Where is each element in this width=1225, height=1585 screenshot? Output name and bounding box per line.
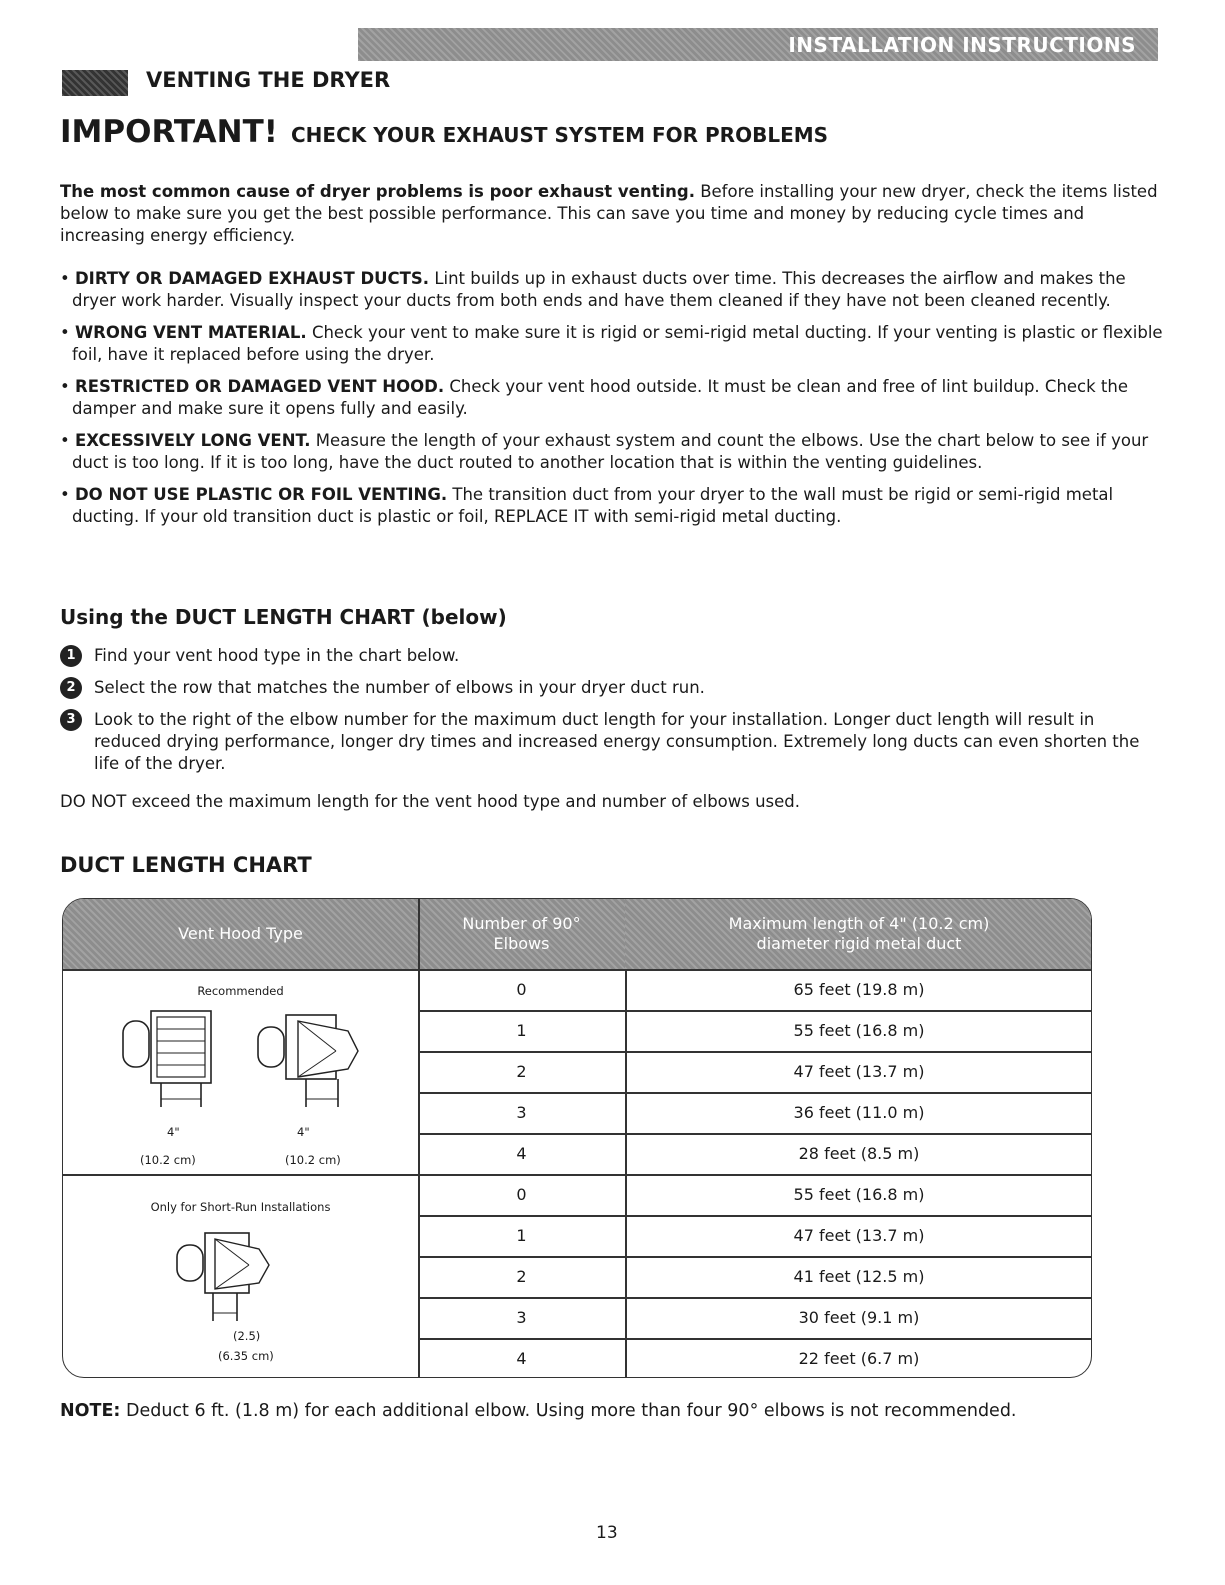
recommended-label: Recommended [197,984,284,998]
step-item [60,677,1160,699]
list-item-text: Lint builds up in exhaust ducts over time. This decreases the airflow and makes the dryer work harder. Visually inspect your ducts from both ends and have them cleaned if they have not been cleaned recently. [72,269,1126,310]
list-item-text: Measure the length of your exhaust system and count the elbows. Use the chart below to see if your duct is too long. If it is too long, have the duct routed to another location that is within the venting guidelines. [72,431,1149,472]
table-cell-length: 22 feet (6.7 m) [798,1349,920,1368]
list-item: • DIRTY OR DAMAGED EXHAUST DUCTS. Lint builds up in exhaust ducts over time. This decreases the airflow and makes the dryer work harder. Visually inspect your ducts from both ends and have them cleaned if they have not been cleaned recently. [60,269,1126,310]
table-cell-elbows: 0 [516,1185,527,1204]
note-body: Deduct 6 ft. (1.8 m) for each additional elbow. Using more than four 90° elbows is not recommended. [120,1401,1017,1421]
list-item: • EXCESSIVELY LONG VENT. Measure the length of your exhaust system and count the elbows. Use the chart below to see if your duct is too long. If it is too long, have the duct routed to another location that is within the venting guidelines. [60,431,1149,472]
list-item-text: Check your vent to make sure it is rigid or semi-rigid metal ducting. If your venting is plastic or flexible foil, have it replaced before using the dryer. [72,323,1163,364]
table-cell-elbows: 2 [516,1062,527,1081]
table-cell-length: 47 feet (13.7 m) [793,1062,925,1081]
hood2-size: 4" [297,1125,310,1139]
list-item-text: The transition duct from your dryer to the wall must be rigid or semi-rigid metal ducting. If your old transition duct is plastic or foil, REPLACE IT with semi-rigid metal ducting. [72,485,1114,526]
step-number-icon: 3 [60,709,82,731]
table-cell-elbows: 3 [516,1308,527,1327]
header-label: diameter rigid metal duct [756,934,962,953]
list-item-text: Check your vent hood outside. It must be clean and free of lint buildup. Check the damper and make sure it opens fully and easily. [72,377,1128,418]
intro-text: Before installing your new dryer, check the items listed below to make sure you get the best possible performance. This can save you time and money by reducing cycle times and increasing energy efficiency. [60,182,1158,245]
hood1-size: 4" [167,1125,180,1139]
step-text: Find your vent hood type in the chart below. [94,646,460,665]
table-cell-elbows: 2 [516,1267,527,1286]
step-number-icon: 1 [60,645,82,667]
page-number: 13 [596,1523,618,1543]
list-item-title: EXCESSIVELY LONG VENT. [74,431,311,450]
list-item-title: WRONG VENT MATERIAL. [74,323,307,342]
box-hood-icon [248,1007,398,1137]
steps-list [60,645,1160,785]
table-cell-length: 30 feet (9.1 m) [798,1308,920,1327]
table-cell-elbows: 1 [516,1226,527,1245]
step-item [60,709,1160,775]
table-cell-length: 55 feet (16.8 m) [793,1185,925,1204]
table-cell-elbows: 0 [516,980,527,999]
hood1-metric: (10.2 cm) [140,1153,196,1167]
section-banner [358,28,1158,61]
note-label: NOTE: [60,1401,121,1421]
louvered-hood-icon [103,1007,253,1137]
step-number-icon: 2 [60,677,82,699]
table-cell-elbows: 4 [516,1144,527,1163]
table-cell-length: 41 feet (12.5 m) [793,1267,925,1286]
duct-length-table [62,898,1092,1378]
table-cell-elbows: 1 [516,1021,527,1040]
using-chart-heading: Using the DUCT LENGTH CHART (below) [60,605,507,629]
list-item: • RESTRICTED OR DAMAGED VENT HOOD. Check your vent hood outside. It must be clean and free of lint buildup. Check the damper and make sure it opens fully and easily. [60,377,1128,418]
table-cell-length: 47 feet (13.7 m) [793,1226,925,1245]
section-title: VENTING THE DRYER [146,68,391,92]
header-label: Maximum length of 4" (10.2 cm) [728,914,990,933]
short-run-label: Only for Short-Run Installations [150,1200,331,1214]
do-not-exceed-text: DO NOT exceed the maximum length for the vent hood type and number of elbows used. [60,792,801,811]
header-vent-hood-type [63,899,418,969]
hood2-metric: (10.2 cm) [285,1153,341,1167]
short-run-hood-icon [163,1225,313,1335]
important-heading [60,114,828,150]
table-cell-length: 28 feet (8.5 m) [798,1144,920,1163]
header-label: Number of 90° [462,914,581,933]
table-cell-length: 65 feet (19.8 m) [793,980,925,999]
table-cell-elbows: 3 [516,1103,527,1122]
list-item: • DO NOT USE PLASTIC OR FOIL VENTING. The transition duct from your dryer to the wall must be rigid or semi-rigid metal ducting. If your old transition duct is plastic or foil, REPLACE IT with semi-rigid metal ducting. [60,485,1114,526]
header-elbows [418,899,625,969]
table-cell-elbows: 4 [516,1349,527,1368]
important-subtitle: CHECK YOUR EXHAUST SYSTEM FOR PROBLEMS [291,123,829,147]
header-label: Elbows [493,934,550,953]
problem-list [60,268,1170,538]
step-text: Select the row that matches the number of elbows in your dryer duct run. [94,678,705,697]
table-cell-length: 36 feet (11.0 m) [793,1103,925,1122]
header-label: Vent Hood Type [178,924,303,943]
section-marker [62,70,128,96]
list-item-title: RESTRICTED OR DAMAGED VENT HOOD. [74,377,445,396]
intro-paragraph [60,181,1160,247]
list-item-title: DIRTY OR DAMAGED EXHAUST DUCTS. [74,269,430,288]
step-item [60,645,1160,667]
intro-bold: The most common cause of dryer problems is poor exhaust venting. [60,182,695,201]
banner-label: INSTALLATION INSTRUCTIONS [788,32,1136,57]
short-run-size: (2.5) [233,1329,261,1343]
important-word: IMPORTANT! [60,114,278,150]
list-item: • WRONG VENT MATERIAL. Check your vent to make sure it is rigid or semi-rigid metal ducting. If your venting is plastic or flexible foil, have it replaced before using the dryer. [60,323,1163,364]
short-run-metric: (6.35 cm) [218,1349,274,1363]
note-text [60,1401,1017,1421]
chart-title: DUCT LENGTH CHART [60,853,312,877]
list-item-title: DO NOT USE PLASTIC OR FOIL VENTING. [74,485,448,504]
step-text: Look to the right of the elbow number for the maximum duct length for your installation. Longer duct length will result in reduced drying performance, longer dry times and increased energy consumption. Extremely long ducts can even shorten the life of the dryer. [94,710,1140,773]
table-cell-length: 55 feet (16.8 m) [793,1021,925,1040]
header-max-length [625,899,1092,969]
